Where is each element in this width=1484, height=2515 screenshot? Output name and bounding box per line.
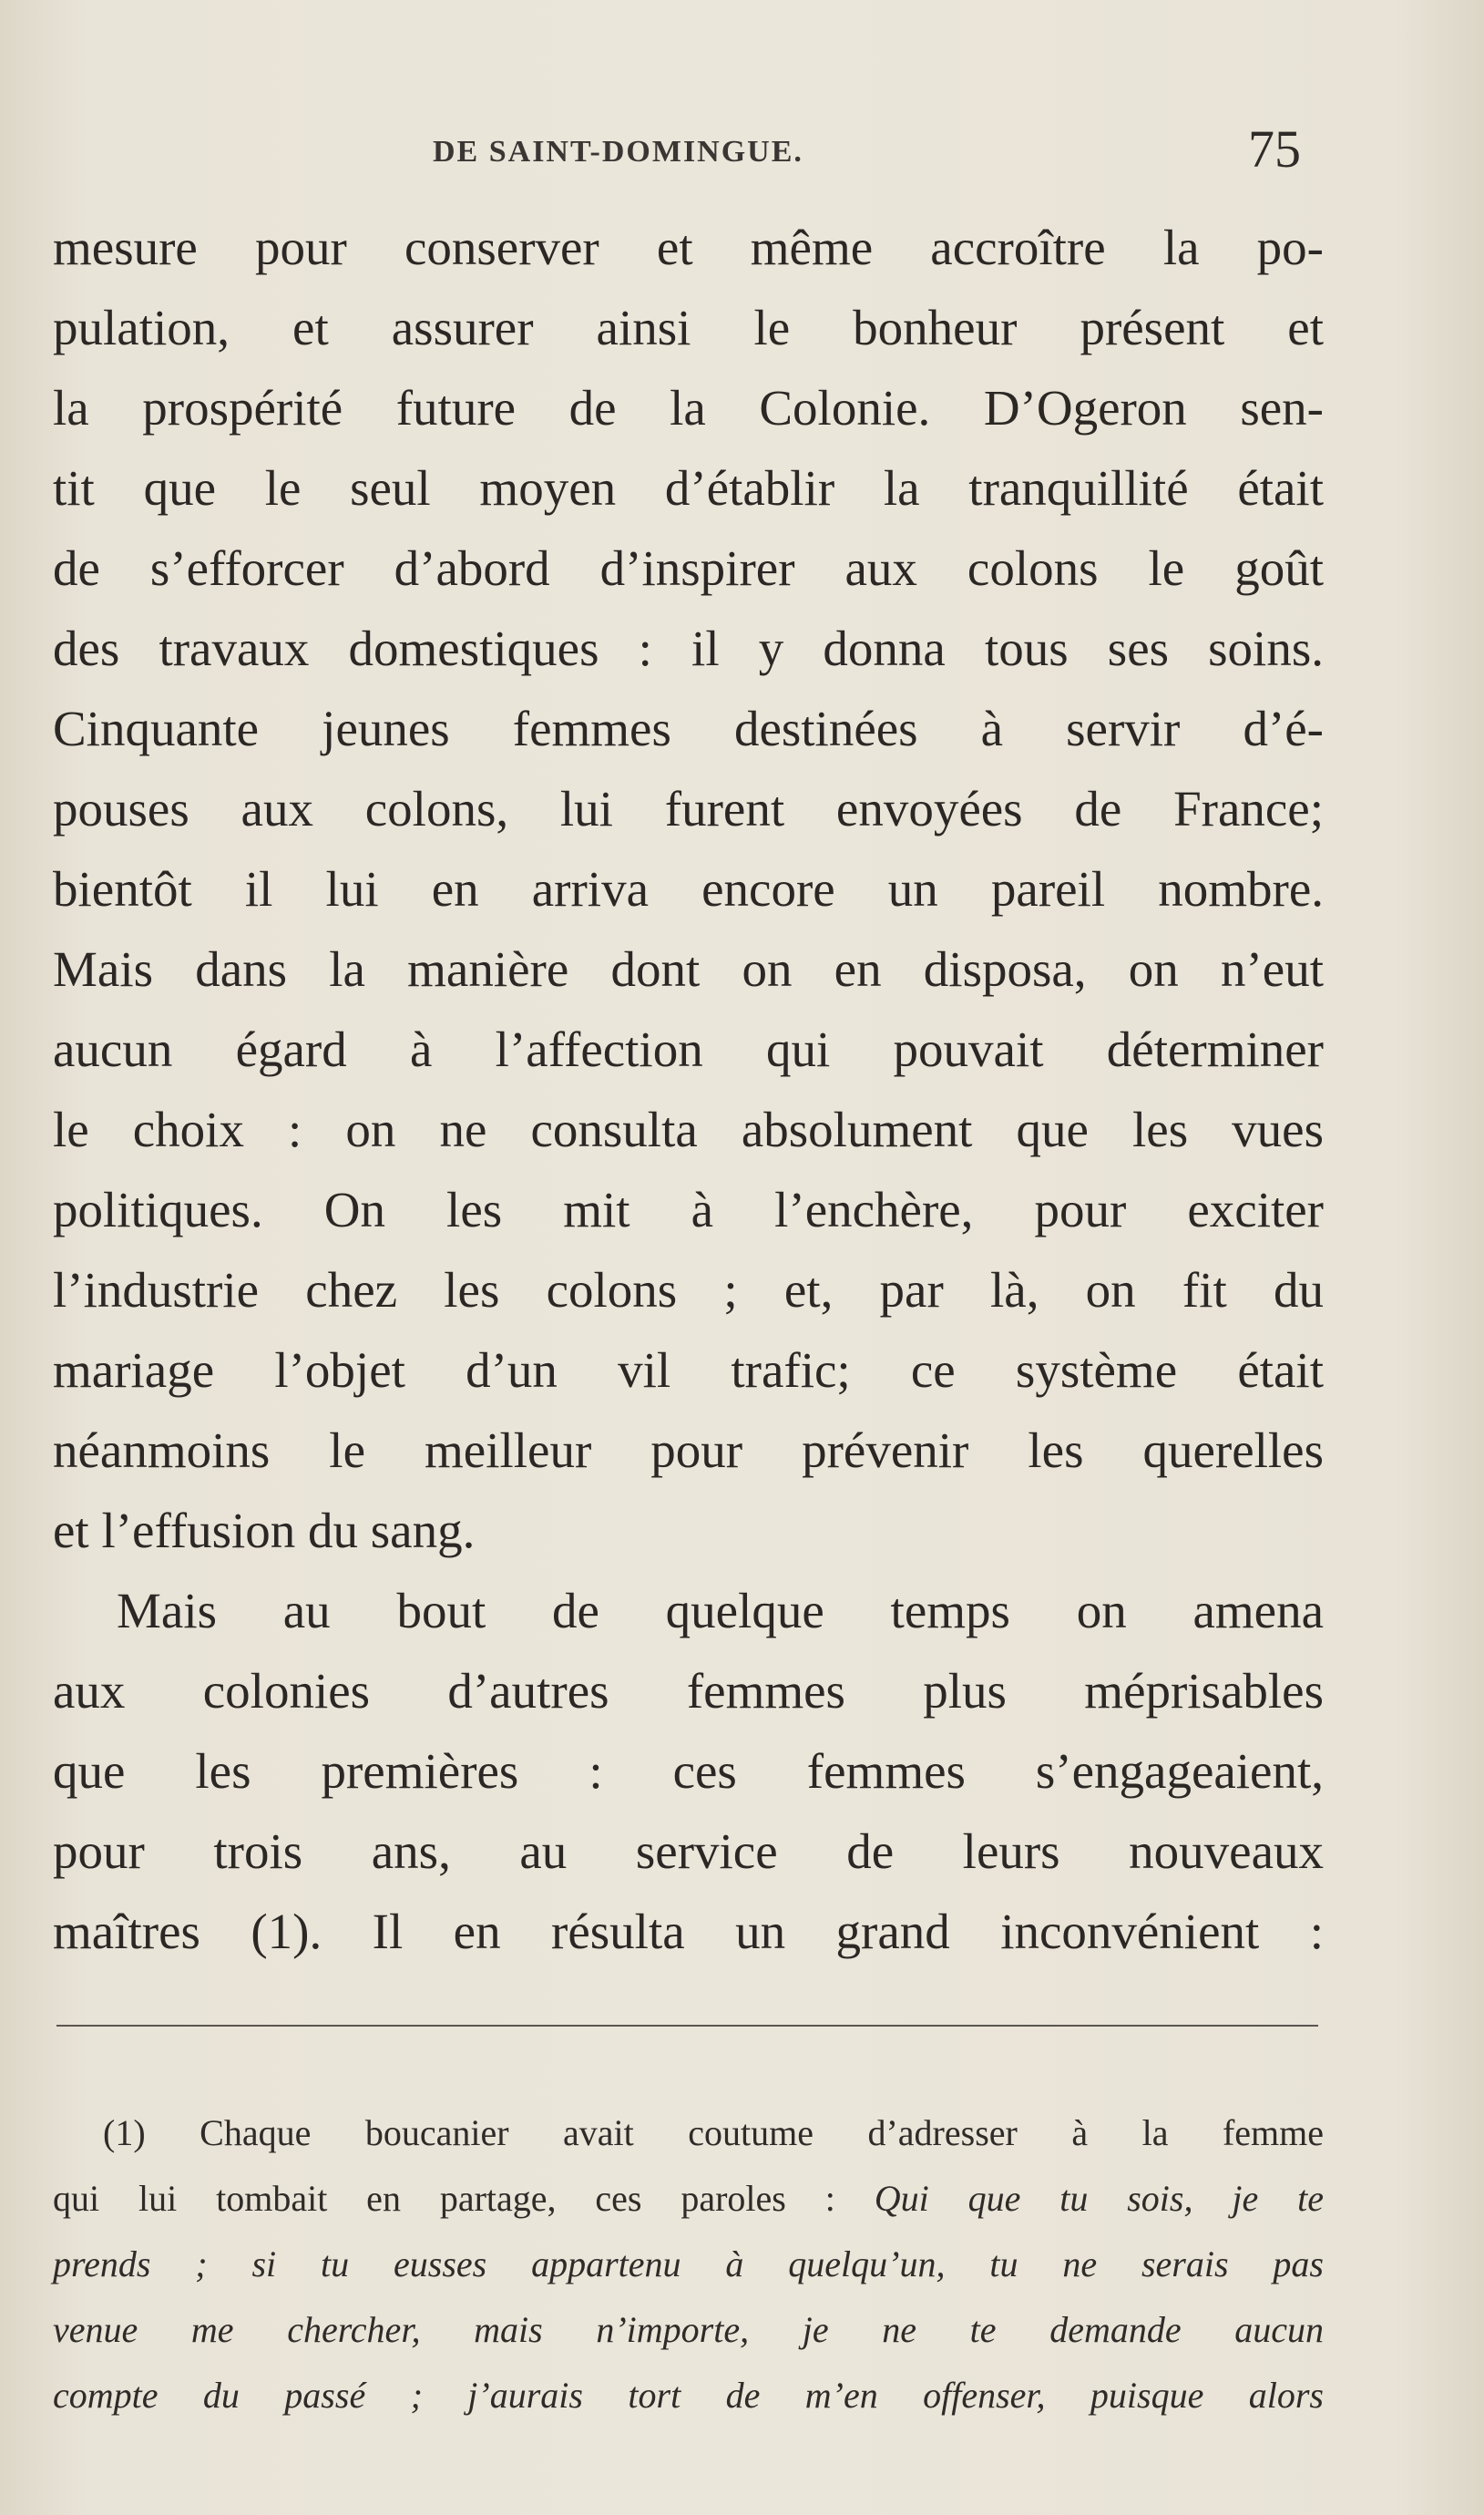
footnote-line <box>53 2363 1324 2428</box>
footnote-text-italic: compte du passé ; j’aurais tort de m’en offenser, puisque alors <box>53 2375 1324 2416</box>
footnote-line: (1) Chaque boucanier avait coutume d’adresser à la femme <box>103 2112 1324 2153</box>
text-line-paragraph-end: et l’effusion du sang. <box>53 1503 476 1558</box>
footnote-text-roman: qui lui tombait en partage, ces paroles : <box>53 2178 875 2219</box>
body-text <box>53 208 1324 1972</box>
text-line: mesure pour conserver et même accroître la po- <box>53 220 1324 275</box>
text-line: de s’efforcer d’abord d’inspirer aux colons le goût <box>53 540 1324 596</box>
text-line: pour trois ans, au service de leurs nouveaux <box>53 1823 1324 1879</box>
page-number: 75 <box>1248 119 1301 179</box>
running-head-title: DE SAINT-DOMINGUE. <box>433 135 803 169</box>
text-line: la prospérité future de la Colonie. D’Ogeron sen- <box>53 380 1324 436</box>
footnote-line <box>53 2232 1324 2297</box>
text-line: que les premières : ces femmes s’engageaient, <box>53 1743 1324 1799</box>
footnote-line <box>53 2166 1324 2232</box>
running-head <box>55 119 1320 190</box>
text-line: aucun égard à l’affection qui pouvait déterminer <box>53 1021 1324 1077</box>
text-line: des travaux domestiques : il y donna tous ses soins. <box>53 621 1324 676</box>
footnote-line <box>53 2297 1324 2363</box>
text-line: tit que le seul moyen d’établir la tranquillité était <box>53 460 1324 516</box>
text-line-paragraph-start: Mais au bout de quelque temps on amena <box>117 1583 1324 1638</box>
footnote-text-italic: prends ; si tu eusses appartenu à quelqu’un, tu ne serais pas <box>53 2243 1324 2284</box>
text-line: bientôt il lui en arriva encore un pareil nombre. <box>53 861 1324 917</box>
text-line: l’industrie chez les colons ; et, par là, on fit du <box>53 1262 1324 1318</box>
text-line: pulation, et assurer ainsi le bonheur présent et <box>53 300 1324 355</box>
text-line: le choix : on ne consulta absolument que les vues <box>53 1102 1324 1157</box>
footnote-divider <box>56 2025 1318 2027</box>
footnote-text-italic: Qui que tu sois, je te <box>874 2178 1324 2219</box>
text-line: Mais dans la manière dont on en disposa, on n’eut <box>53 941 1324 997</box>
text-line: Cinquante jeunes femmes destinées à servir d’é- <box>53 701 1324 756</box>
text-line: maîtres (1). Il en résulta un grand inconvénient : <box>53 1904 1324 1959</box>
footnote-text-italic: venue me chercher, mais n’importe, je ne te demande aucun <box>53 2309 1324 2350</box>
text-line: politiques. On les mit à l’enchère, pour exciter <box>53 1182 1324 1237</box>
text-line: aux colonies d’autres femmes plus méprisables <box>53 1663 1324 1719</box>
text-line: pouses aux colons, lui furent envoyées de France; <box>53 781 1324 837</box>
footnote <box>53 2100 1324 2428</box>
text-line: néanmoins le meilleur pour prévenir les querelles <box>53 1422 1324 1478</box>
text-line: mariage l’objet d’un vil trafic; ce système était <box>53 1342 1324 1398</box>
